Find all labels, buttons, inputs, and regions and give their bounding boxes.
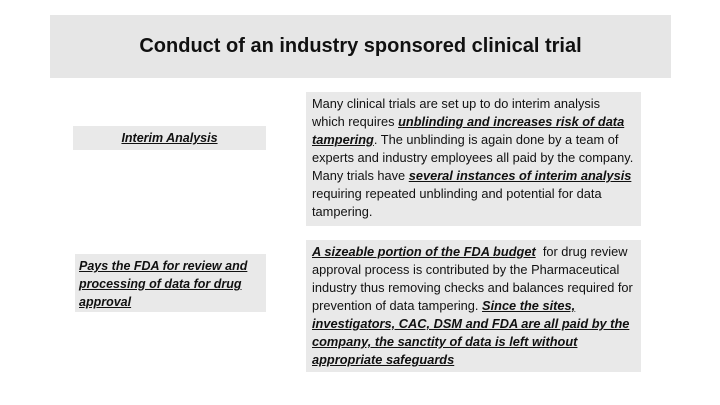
desc-1-emphasis-2: several instances of interim analysis [408,168,632,183]
desc-1-text-3: requiring repeated unblinding and potential for data tampering. [312,186,602,219]
slide-title: Conduct of an industry sponsored clinical trial [139,35,582,57]
fda-payment-label-text: Pays the FDA for review and processing of data for drug approval [79,259,248,309]
fda-payment-label [75,254,266,312]
interim-analysis-description [306,92,641,226]
desc-1-emphasis-1: unblinding and increases risk of data tampering [312,114,625,147]
fda-payment-description [306,240,641,372]
desc-2-text-1: for drug review approval process is contributed by the Pharmaceutical industry thus removing checks and balances required for prevention of data tampering. [312,244,637,313]
desc-2-emphasis-2: Since the sites, investigators, CAC, DSM and FDA are all paid by the company, the sanctity of data is left without appropriate safeguards [312,298,630,367]
desc-1-text-2: . The unblinding is again done by a team of experts and industry employees all paid by the company. Many trials have [312,132,634,183]
title-bar [50,15,671,78]
desc-1-text-1: Many clinical trials are set up to do interim analysis which requires [312,96,601,129]
interim-analysis-label [73,126,266,150]
interim-analysis-label-text: Interim Analysis [121,131,218,145]
desc-2-emphasis-1: A sizeable portion of the FDA budget [312,244,536,259]
